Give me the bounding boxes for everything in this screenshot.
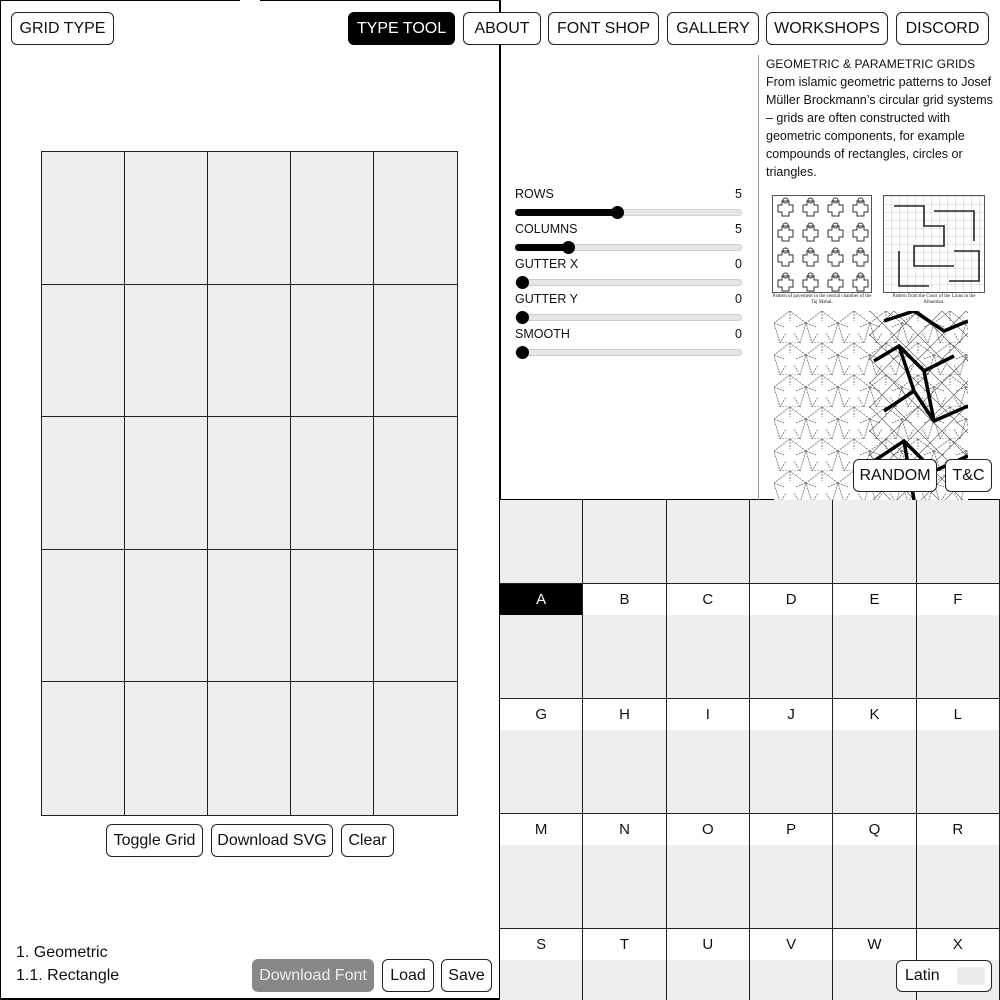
grid-cell[interactable]	[42, 550, 125, 683]
glyph-preview-v[interactable]	[750, 845, 833, 928]
taj-mahal-caption: Pattern of pavement in the central chamber of the Taj Mahal.	[772, 294, 872, 305]
script-select-value: Latin	[905, 967, 940, 984]
rows-slider[interactable]	[515, 187, 742, 216]
glyph-preview-next[interactable]	[667, 960, 750, 1000]
grid-cell[interactable]	[125, 417, 208, 550]
glyph-preview-h[interactable]	[583, 615, 666, 698]
smooth-slider[interactable]	[515, 327, 742, 356]
smooth-label: SMOOTH	[515, 327, 570, 341]
glyph-preview-i[interactable]	[667, 615, 750, 698]
glyph-label-r[interactable]: R	[917, 814, 1000, 845]
glyph-grid	[500, 500, 1000, 1000]
random-button[interactable]: RANDOM	[853, 459, 937, 492]
glyph-label-q[interactable]: Q	[833, 814, 916, 845]
glyph-preview-m[interactable]	[500, 730, 583, 813]
grid-cell[interactable]	[291, 550, 374, 683]
grid-cell[interactable]	[208, 682, 291, 815]
nav-font-shop[interactable]: FONT SHOP	[548, 12, 659, 45]
glyph-label-d[interactable]: D	[750, 584, 833, 615]
breadcrumb-subcategory: 1.1. Rectangle	[16, 967, 120, 984]
taj-mahal-pattern-image	[772, 195, 872, 293]
columns-slider[interactable]	[515, 222, 742, 251]
nav-gallery[interactable]: GALLERY	[667, 12, 759, 45]
rows-fill	[515, 209, 616, 216]
nav-type-tool[interactable]: TYPE TOOL	[348, 12, 455, 45]
download-svg-button[interactable]: Download SVG	[211, 824, 333, 857]
glyph-preview-b[interactable]	[583, 500, 666, 583]
terms-button[interactable]: T&C	[945, 459, 992, 492]
grid-cell[interactable]	[374, 682, 457, 815]
gutter-x-label: GUTTER X	[515, 257, 579, 271]
glyph-preview-q[interactable]	[833, 730, 916, 813]
glyph-preview-x[interactable]	[917, 845, 1000, 928]
clear-button[interactable]: Clear	[341, 824, 394, 857]
info-body: From islamic geometric patterns to Josef Müller Brockmann’s circular grid systems – grids are often constructed with geometric components, for example compounds of rectangles, circles or triangles.	[766, 75, 993, 179]
grid-cell[interactable]	[125, 682, 208, 815]
gutter-y-label: GUTTER Y	[515, 292, 578, 306]
glyph-label-w[interactable]: W	[833, 929, 916, 960]
smooth-handle[interactable]	[516, 346, 529, 359]
glyph-preview-u[interactable]	[667, 845, 750, 928]
glyph-label-g[interactable]: G	[500, 699, 583, 730]
alhambra-pattern-image	[883, 195, 985, 293]
glyph-preview-d[interactable]	[750, 500, 833, 583]
glyph-preview-e[interactable]	[833, 500, 916, 583]
gutter-y-slider[interactable]	[515, 292, 742, 321]
glyph-preview-next[interactable]	[750, 960, 833, 1000]
grid-cell[interactable]	[291, 152, 374, 285]
glyph-preview-y[interactable]	[500, 960, 583, 1000]
glyph-label-v[interactable]: V	[750, 929, 833, 960]
grid-cell[interactable]	[374, 285, 457, 418]
glyph-label-s[interactable]: S	[500, 929, 583, 960]
info-title: GEOMETRIC & PARAMETRIC GRIDS	[766, 57, 976, 71]
download-font-button[interactable]: Download Font	[252, 959, 374, 992]
grid-cell[interactable]	[125, 152, 208, 285]
glyph-label-t[interactable]: T	[583, 929, 666, 960]
glyph-preview-t[interactable]	[583, 845, 666, 928]
glyph-label-n[interactable]: N	[583, 814, 666, 845]
grid-cell[interactable]	[208, 550, 291, 683]
glyph-label-i[interactable]: I	[667, 699, 750, 730]
script-select[interactable]	[896, 960, 992, 992]
glyph-preview-r[interactable]	[917, 730, 1000, 813]
glyph-label-k[interactable]: K	[833, 699, 916, 730]
glyph-label-f[interactable]: F	[917, 584, 1000, 615]
grid-cell[interactable]	[42, 682, 125, 815]
breadcrumb-category: 1. Geometric	[16, 944, 108, 961]
logo-button[interactable]: GRID TYPE	[11, 12, 114, 45]
drawing-grid[interactable]	[41, 151, 458, 816]
load-button[interactable]: Load	[382, 959, 434, 992]
glyph-label-l[interactable]: L	[917, 699, 1000, 730]
glyph-preview-a[interactable]	[500, 500, 583, 583]
columns-value: 5	[735, 222, 742, 236]
glyph-label-b[interactable]: B	[583, 584, 666, 615]
columns-handle[interactable]	[562, 241, 575, 254]
columns-label: COLUMNS	[515, 222, 578, 236]
glyph-label-p[interactable]: P	[750, 814, 833, 845]
gutter-x-slider[interactable]	[515, 257, 742, 286]
glyph-preview-s[interactable]	[500, 845, 583, 928]
grid-cell[interactable]	[208, 417, 291, 550]
grid-cell[interactable]	[374, 417, 457, 550]
grid-cell[interactable]	[374, 550, 457, 683]
grid-cell[interactable]	[291, 682, 374, 815]
rows-track[interactable]	[515, 209, 742, 216]
grid-cell[interactable]	[374, 152, 457, 285]
glyph-preview-n[interactable]	[583, 730, 666, 813]
glyph-preview-l[interactable]	[917, 615, 1000, 698]
gutter-y-value: 0	[735, 292, 742, 306]
nav-workshops[interactable]: WORKSHOPS	[766, 12, 888, 45]
rows-value: 5	[735, 187, 742, 201]
nav-about[interactable]: ABOUT	[463, 12, 541, 45]
columns-track[interactable]	[515, 244, 742, 251]
gutter-y-track[interactable]	[515, 314, 742, 321]
glyph-label-u[interactable]: U	[667, 929, 750, 960]
grid-cell[interactable]	[208, 285, 291, 418]
gutter-x-track[interactable]	[515, 279, 742, 286]
rows-handle[interactable]	[611, 206, 624, 219]
glyph-preview-j[interactable]	[750, 615, 833, 698]
glyph-preview-k[interactable]	[833, 615, 916, 698]
glyph-preview-w[interactable]	[833, 845, 916, 928]
grid-cell[interactable]	[208, 152, 291, 285]
grid-cell[interactable]	[125, 550, 208, 683]
nav-discord[interactable]: DISCORD	[896, 12, 989, 45]
gutter-y-handle[interactable]	[516, 311, 529, 324]
glyph-label-c[interactable]: C	[667, 584, 750, 615]
glyph-label-j[interactable]: J	[750, 699, 833, 730]
info-panel	[766, 55, 994, 181]
frame-left	[0, 0, 1, 1000]
glyph-preview-f[interactable]	[917, 500, 1000, 583]
glyph-preview-p[interactable]	[750, 730, 833, 813]
grid-cell[interactable]	[291, 417, 374, 550]
gutter-x-handle[interactable]	[516, 276, 529, 289]
glyph-label-m[interactable]: M	[500, 814, 583, 845]
glyph-preview-z[interactable]	[583, 960, 666, 1000]
glyph-preview-g[interactable]	[500, 615, 583, 698]
glyph-label-x[interactable]: X	[917, 929, 1000, 960]
glyph-label-e[interactable]: E	[833, 584, 916, 615]
rows-label: ROWS	[515, 187, 554, 201]
select-shade	[957, 967, 985, 985]
grid-cell[interactable]	[42, 152, 125, 285]
gutter-x-value: 0	[735, 257, 742, 271]
grid-cell[interactable]	[42, 417, 125, 550]
grid-cell[interactable]	[291, 285, 374, 418]
glyph-label-o[interactable]: O	[667, 814, 750, 845]
frame-top-right	[260, 0, 500, 1]
glyph-label-a[interactable]: A	[500, 584, 583, 615]
smooth-value: 0	[735, 327, 742, 341]
grid-cell[interactable]	[125, 285, 208, 418]
info-divider	[758, 55, 759, 500]
smooth-track[interactable]	[515, 349, 742, 356]
save-button[interactable]: Save	[441, 959, 492, 992]
glyph-label-h[interactable]: H	[583, 699, 666, 730]
glyph-preview-o[interactable]	[667, 730, 750, 813]
alhambra-caption: Pattern from the Court of the Lions in the Alhambra.	[892, 294, 976, 305]
glyph-preview-c[interactable]	[667, 500, 750, 583]
columns-fill	[515, 244, 567, 251]
toggle-grid-button[interactable]: Toggle Grid	[106, 824, 203, 857]
grid-cell[interactable]	[42, 285, 125, 418]
frame-top-left	[0, 0, 240, 1]
